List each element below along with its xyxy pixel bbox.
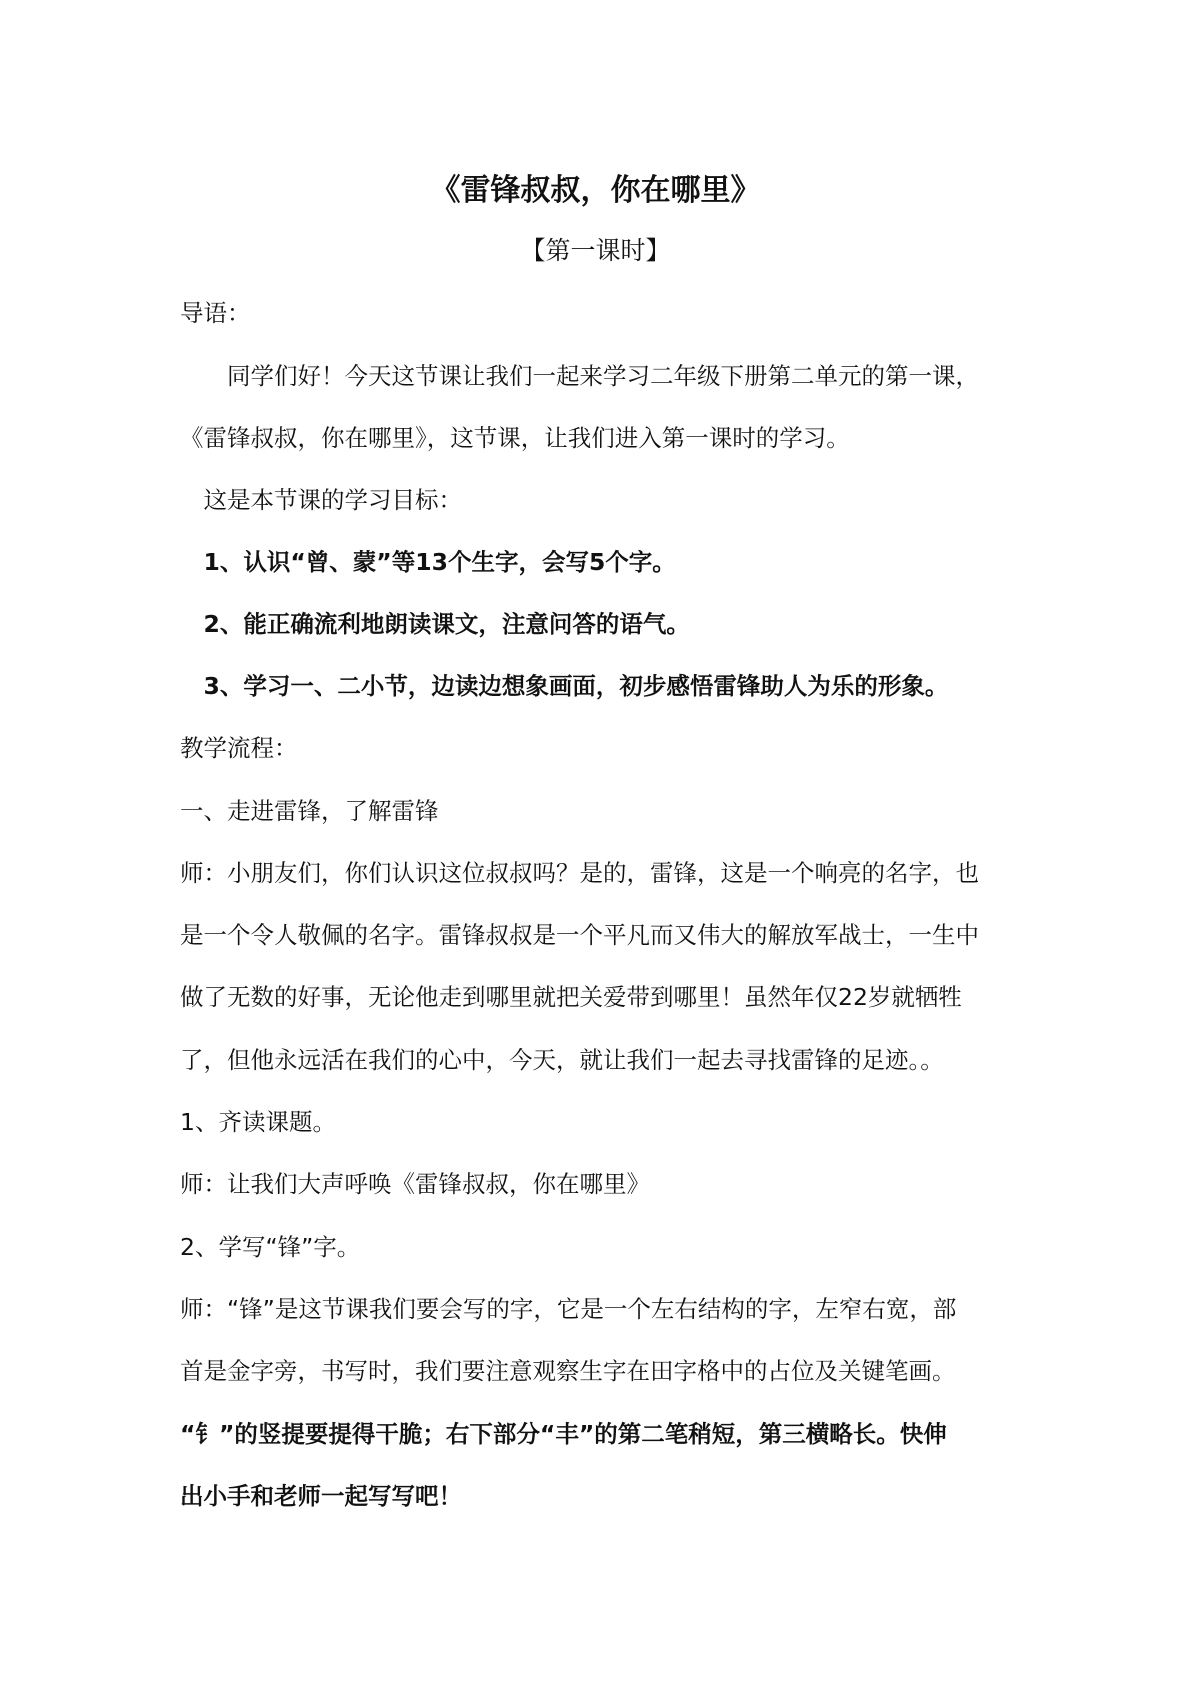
document-subtitle: 【第一课时】 (520, 236, 671, 265)
paragraph-line: 2、学写“锋”字。 (180, 1233, 361, 1261)
paragraph-line: 这是本节课的学习目标： (180, 486, 462, 514)
objective-item: 3、学习一、二小节，边读边想象画面，初步感悟雷锋助人为乐的形象。 (180, 672, 949, 700)
paragraph-line-bold: 出小手和老师一起写写吧！ (180, 1482, 462, 1510)
objective-item: 2、能正确流利地朗读课文，注意问答的语气。 (180, 610, 690, 638)
paragraph-line: 师：小朋友们，你们认识这位叔叔吗？是的，雷锋，这是一个响亮的名字，也 (180, 859, 979, 887)
paragraph-line: 了，但他永远活在我们的心中，今天，就让我们一起去寻找雷锋的足迹。。 (180, 1046, 944, 1074)
paragraph-line: 师：“锋”是这节课我们要会写的字，它是一个左右结构的字，左窄右宽，部 (180, 1295, 957, 1323)
paragraph-line-bold: “钅”的竖提要提得干脆；右下部分“丰”的第二笔稍短，第三横略长。快伸 (180, 1420, 947, 1448)
objective-item: 1、认识“曾、蒙”等13个生字，会写5个字。 (180, 548, 676, 576)
paragraph-line: 《雷锋叔叔，你在哪里》，这节课，让我们进入第一课时的学习。 (180, 424, 850, 452)
paragraph-line: 是一个令人敬佩的名字。雷锋叔叔是一个平凡而又伟大的解放军战士，一生中 (180, 921, 979, 949)
section-heading: 一、走进雷锋，了解雷锋 (180, 797, 439, 825)
section-heading: 教学流程： (180, 734, 298, 762)
section-heading: 导语： (180, 299, 251, 327)
paragraph-line: 做了无数的好事，无论他走到哪里就把关爱带到哪里！虽然年仅22岁就牺牲 (180, 983, 962, 1011)
paragraph-line: 首是金字旁，书写时，我们要注意观察生字在田字格中的占位及关键笔画。 (180, 1357, 956, 1385)
document-title: 《雷锋叔叔，你在哪里》 (430, 173, 761, 208)
paragraph-line: 师：让我们大声呼唤《雷锋叔叔，你在哪里》 (180, 1170, 650, 1198)
paragraph-line: 同学们好！今天这节课让我们一起来学习二年级下册第二单元的第一课， (180, 362, 979, 390)
paragraph-line: 1、齐读课题。 (180, 1108, 336, 1136)
